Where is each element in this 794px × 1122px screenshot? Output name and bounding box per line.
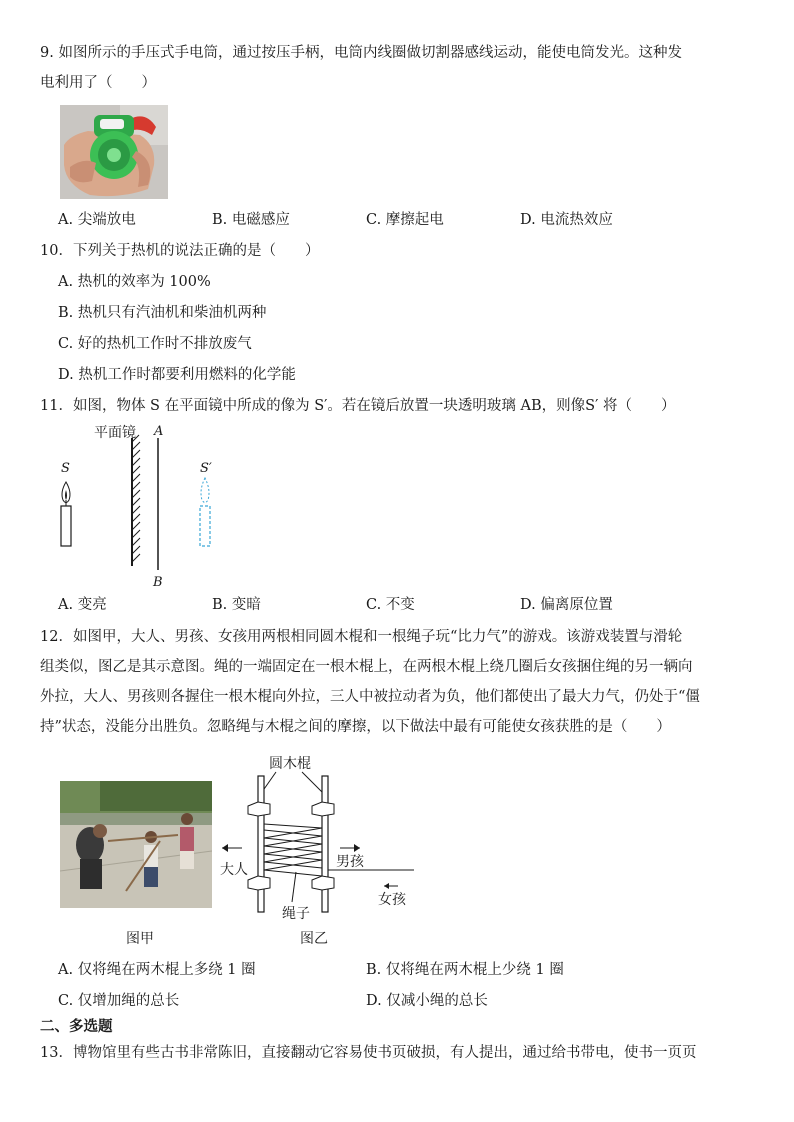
label-s: S [61, 461, 70, 476]
q12-stem-line3: 外拉，大人、男孩则各握住一根木棍向外拉，三人中被拉动者为负，他们都使出了最大力气，仍处于“僵 [40, 689, 700, 705]
q10-option-b: B. 热机只有汽油机和柴油机两种 [58, 305, 267, 321]
label-a: A [154, 424, 164, 439]
q10-stem: 10．下列关于热机的说法正确的是（ ） [40, 243, 320, 259]
q9-stem-line1: 9. 如图所示的手压式手电筒，通过按压手柄，电筒内线圈做切割器感线运动，能使电筒发光。这种发 [40, 45, 682, 61]
mirror-diagram [50, 420, 240, 590]
q9-option-d: D. 电流热效应 [520, 212, 613, 228]
label-stick: 圆木棍 [269, 756, 311, 772]
caption-figure-a: 图甲 [126, 931, 154, 947]
q9-option-b: B. 电磁感应 [212, 212, 290, 228]
q9-option-a: A. 尖端放电 [58, 212, 136, 228]
q11-stem: 11．如图，物体 S 在平面镜中所成的像为 S′。若在镜后放置一块透明玻璃 AB，则像S′ 将（ ） [40, 398, 676, 414]
label-b: B [153, 575, 163, 590]
q12-stem-line4: 持”状态，没能分出胜负。忽略绳与木棍之间的摩擦，以下做法中最有可能使女孩获胜的是（ ） [40, 719, 671, 735]
q12-stem-line2: 组类似，图乙是其示意图。绳的一端固定在一根木棍上，在两根木棍上绕几圈后女孩捆住绳的另一辆向 [40, 659, 693, 675]
mirror-label: 平面镜 [94, 425, 136, 441]
q12-option-d: D. 仅减小绳的总长 [366, 993, 488, 1009]
q10-option-d: D. 热机工作时都要利用燃料的化学能 [58, 367, 296, 383]
q12-option-c: C. 仅增加绳的总长 [58, 993, 180, 1009]
q10-option-c: C. 好的热机工作时不排放废气 [58, 336, 252, 352]
q12-option-a: A. 仅将绳在两木棍上多绕 1 圈 [58, 962, 256, 978]
caption-figure-b: 图乙 [300, 931, 328, 947]
q11-option-b: B. 变暗 [212, 597, 261, 613]
label-s-prime: S′ [200, 461, 212, 476]
q12-option-b: B. 仅将绳在两木棍上少绕 1 圈 [366, 962, 564, 978]
section-title: 二、多选题 [40, 1019, 113, 1035]
q12-stem-line1: 12．如图甲，大人、男孩、女孩用两根相同圆木棍和一根绳子玩“比力气”的游戏。该游戏装置与滑轮 [40, 629, 683, 645]
q11-option-d: D. 偏离原位置 [520, 597, 613, 613]
q11-option-c: C. 不变 [366, 597, 415, 613]
q13-stem-line1: 13．博物馆里有些古书非常陈旧，直接翻动它容易使书页破损，有人提出，通过给书带电，使书一页页 [40, 1045, 697, 1061]
tug-game-photo [60, 781, 212, 908]
tug-game-diagram [218, 752, 418, 924]
label-adult: 大人 [220, 862, 248, 878]
label-boy: 男孩 [336, 854, 364, 870]
flashlight-photo [60, 105, 168, 199]
q9-stem-line2: 电利用了（ ） [40, 75, 156, 91]
label-rope: 绳子 [282, 906, 310, 922]
q11-option-a: A. 变亮 [58, 597, 107, 613]
q10-option-a: A. 热机的效率为 100% [58, 274, 211, 290]
q9-option-c: C. 摩擦起电 [366, 212, 444, 228]
label-girl: 女孩 [378, 892, 406, 908]
